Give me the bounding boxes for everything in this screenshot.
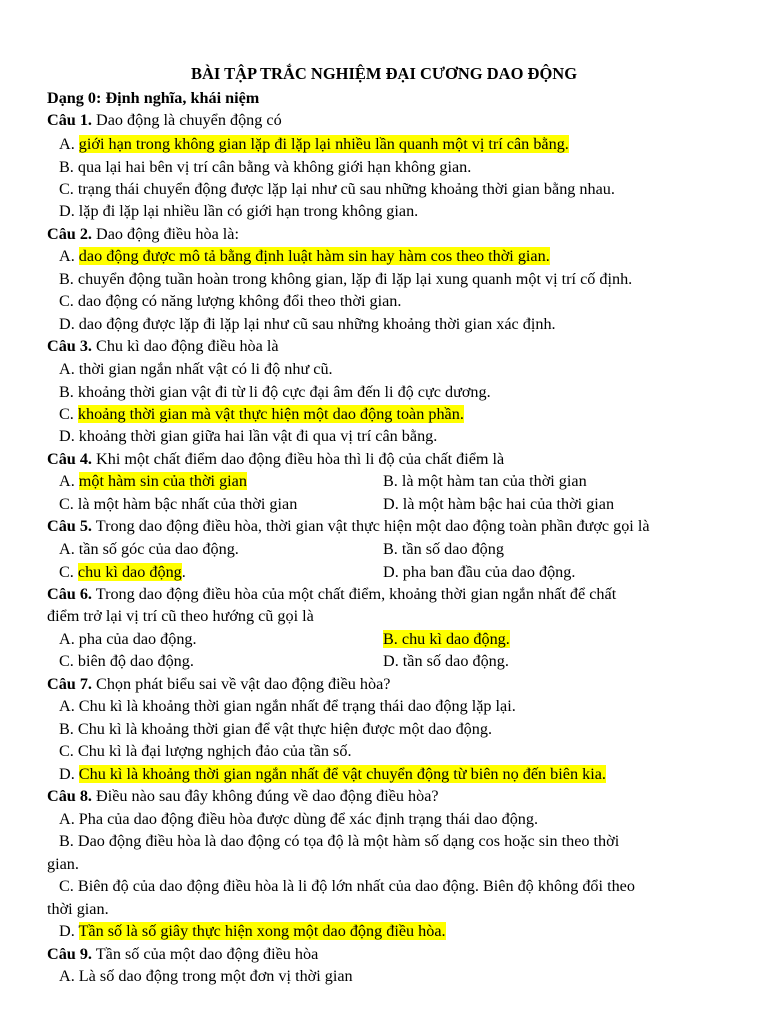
q2-option-b: B. chuyển động tuần hoàn trong không gian, lặp đi lặp lại xung quanh một vị trí cố định.: [59, 270, 633, 288]
q3-option-a: A. thời gian ngắn nhất vật có li độ như cũ.: [59, 360, 333, 378]
q5-option-d: D. pha ban đầu của dao động.: [383, 563, 576, 581]
question-4: Câu 4. Khi một chất điểm dao động điều hòa thì li độ của chất điểm là: [47, 450, 505, 468]
q6-option-d: D. tần số dao động.: [383, 652, 509, 670]
q1-option-a: A. giới hạn trong không gian lặp đi lặp lại nhiều lần quanh một vị trí cân bằng.: [59, 135, 569, 153]
q1-option-b: B. qua lại hai bên vị trí cân bằng và không giới hạn không gian.: [59, 158, 472, 176]
q4-option-c: C. là một hàm bậc nhất của thời gian: [59, 495, 298, 513]
q7-option-a: A. Chu kì là khoảng thời gian ngắn nhất để trạng thái dao động lặp lại.: [59, 697, 516, 715]
q2-option-d: D. dao động được lặp đi lặp lại như cũ sau những khoảng thời gian xác định.: [59, 315, 556, 333]
q4-option-b: B. là một hàm tan của thời gian: [383, 472, 587, 490]
question-5: Câu 5. Trong dao động điều hòa, thời gian vật thực hiện một dao động toàn phần được gọi là: [47, 517, 650, 535]
question-9: Câu 9. Tần số của một dao động điều hòa: [47, 945, 319, 963]
section-heading: Dạng 0: Định nghĩa, khái niệm: [47, 89, 260, 107]
question-8: Câu 8. Điều nào sau đây không đúng về dao động điều hòa?: [47, 787, 439, 805]
q5-option-b: B. tần số dao động: [383, 540, 504, 558]
q3-option-b: B. khoảng thời gian vật đi từ li độ cực đại âm đến li độ cực dương.: [59, 383, 491, 401]
q1-option-d: D. lặp đi lặp lại nhiều lần có giới hạn trong không gian.: [59, 202, 419, 220]
q5-option-c: C. chu kì dao động.: [59, 563, 186, 581]
q8-option-d: D. Tần số là số giây thực hiện xong một dao động điều hòa.: [59, 922, 446, 940]
q1-option-c: C. trạng thái chuyển động được lặp lại như cũ sau những khoảng thời gian bằng nhau.: [59, 180, 615, 198]
q6-option-b: B. chu kì dao động.: [383, 630, 510, 648]
question-7: Câu 7. Chọn phát biểu sai về vật dao động điều hòa?: [47, 675, 391, 693]
q7-option-d: D. Chu kì là khoảng thời gian ngắn nhất để vật chuyển động từ biên nọ đến biên kia.: [59, 765, 606, 783]
question-3: Câu 3. Chu kì dao động điều hòa là: [47, 337, 279, 355]
question-1: Câu 1. Dao động là chuyển động có: [47, 111, 282, 129]
q5-option-a: A. tần số góc của dao động.: [59, 540, 239, 558]
q4-option-d: D. là một hàm bậc hai của thời gian: [383, 495, 615, 513]
q6-option-a: A. pha của dao động.: [59, 630, 197, 648]
q3-option-c: C. khoảng thời gian mà vật thực hiện một dao động toàn phần.: [59, 405, 464, 423]
question-6-continued: điểm trở lại vị trí cũ theo hướng cũ gọi là: [47, 607, 314, 625]
q6-option-c: C. biên độ dao động.: [59, 652, 194, 670]
q7-option-b: B. Chu kì là khoảng thời gian để vật thực hiện được một dao động.: [59, 720, 493, 738]
question-6: Câu 6. Trong dao động điều hòa của một chất điểm, khoảng thời gian ngắn nhất để chất: [47, 585, 617, 603]
q8-option-a: A. Pha của dao động điều hòa được dùng để xác định trạng thái dao động.: [59, 810, 539, 828]
q9-option-a: A. Là số dao động trong một đơn vị thời gian: [59, 967, 353, 985]
q4-option-a: A. một hàm sin của thời gian: [59, 472, 247, 490]
q7-option-c: C. Chu kì là đại lượng nghịch đảo của tần số.: [59, 742, 352, 760]
q8-option-b: B. Dao động điều hòa là dao động có tọa độ là một hàm số dạng cos hoặc sin theo thời: [59, 832, 620, 850]
document-title: BÀI TẬP TRẮC NGHIỆM ĐẠI CƯƠNG DAO ĐỘNG: [190, 64, 578, 83]
question-2: Câu 2. Dao động điều hòa là:: [47, 225, 239, 243]
q3-option-d: D. khoảng thời gian giữa hai lần vật đi qua vị trí cân bằng.: [59, 427, 438, 445]
q8-option-c-continued: thời gian.: [47, 900, 109, 918]
q8-option-c: C. Biên độ của dao động điều hòa là li độ lớn nhất của dao động. Biên độ không đổi theo: [59, 877, 635, 895]
q8-option-b-continued: gian.: [47, 855, 79, 873]
q2-option-a: A. dao động được mô tả bằng định luật hàm sin hay hàm cos theo thời gian.: [59, 247, 550, 265]
q2-option-c: C. dao động có năng lượng không đổi theo thời gian.: [59, 292, 402, 310]
